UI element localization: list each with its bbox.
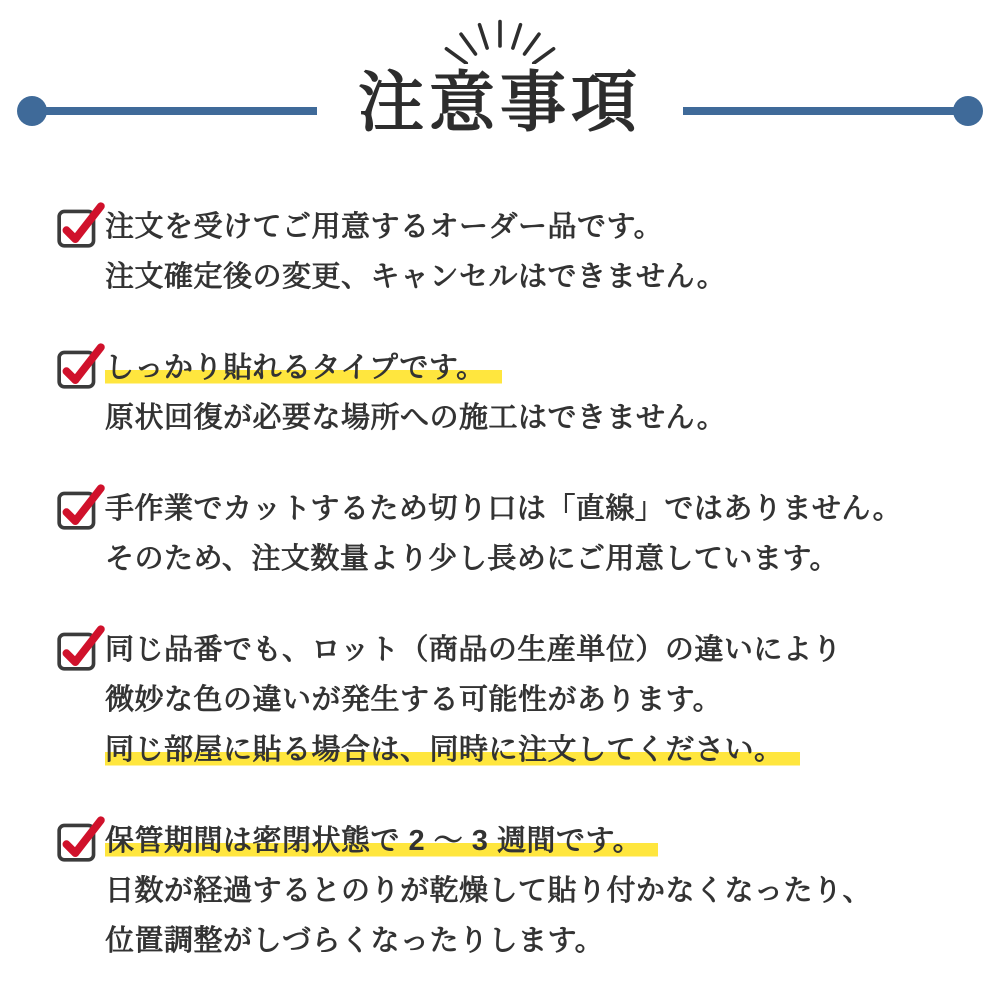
item-text — [105, 816, 872, 966]
item-text — [105, 202, 726, 302]
highlighted-item-line: しっかり貼れるタイプです。 — [105, 352, 502, 384]
item-line: 日数が経過するとのりが乾燥して貼り付かなくなったり、 — [105, 875, 873, 907]
list-item — [55, 484, 960, 584]
item-line: 同じ品番でも、ロット（商品の生産単位）の違いにより — [105, 634, 842, 666]
red-checkbox-checked-icon — [55, 623, 105, 673]
red-checkbox-checked-icon — [55, 341, 105, 391]
highlighted-item-line: 保管期間は密閉状態で 2 〜 3 週間です。 — [105, 825, 658, 857]
list-item — [55, 343, 960, 443]
item-line: 微妙な色の違いが発生する可能性があります。 — [105, 684, 723, 716]
left-line — [43, 107, 317, 115]
header-left-rule — [17, 96, 317, 126]
item-line: 手作業でカットするため切り口は「直線」ではありません。 — [105, 493, 903, 525]
red-checkbox-checked-icon — [55, 814, 105, 864]
right-line — [683, 107, 957, 115]
item-line: 原状回復が必要な場所への施工はできません。 — [105, 402, 727, 434]
highlighted-item-line: 同じ部屋に貼る場合は、同時に注文してください。 — [105, 734, 800, 766]
item-line: そのため、注文数量より少し長めにご用意しています。 — [105, 543, 840, 575]
item-text — [105, 343, 726, 443]
page-title: 注意事項 — [358, 65, 642, 139]
item-line: 注文確定後の変更、キャンセルはできません。 — [105, 261, 727, 293]
list-item — [55, 625, 960, 775]
list-item — [55, 202, 960, 302]
red-checkbox-checked-icon — [55, 200, 105, 250]
item-text — [105, 484, 902, 584]
right-dot — [953, 96, 983, 126]
title-block — [358, 10, 642, 139]
radiating-lines-icon — [420, 10, 580, 64]
header — [0, 0, 1000, 170]
checklist — [0, 170, 1000, 966]
list-item — [55, 816, 960, 966]
item-line: 注文を受けてご用意するオーダー品です。 — [105, 211, 664, 243]
red-checkbox-checked-icon — [55, 482, 105, 532]
item-text — [105, 625, 842, 775]
item-line: 位置調整がしづらくなったりします。 — [105, 925, 605, 957]
header-right-rule — [683, 96, 983, 126]
